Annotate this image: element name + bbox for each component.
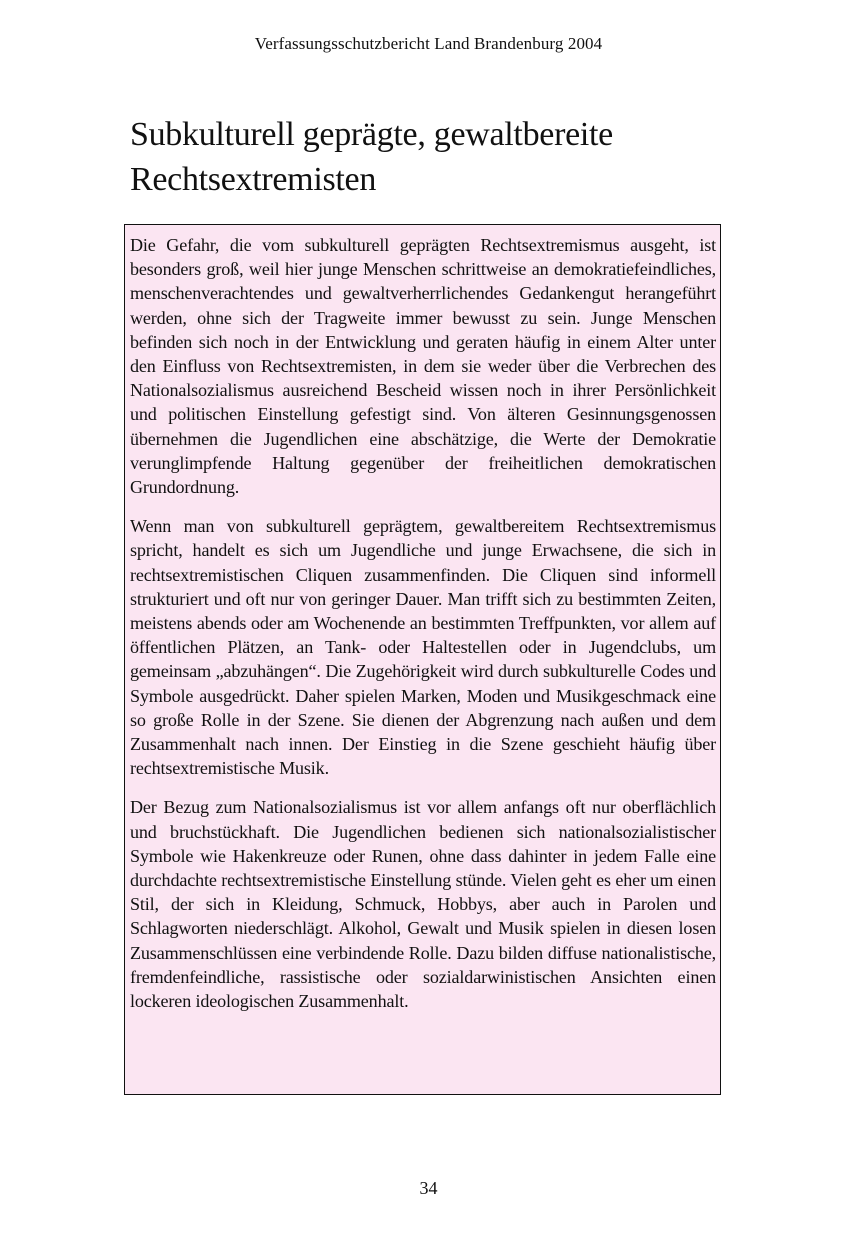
page-title: Subkulturell geprägte, gewaltbereite Rechtsextremisten <box>130 116 613 198</box>
highlight-text-box <box>124 224 721 1095</box>
page-number: 34 <box>419 1178 438 1198</box>
box-paragraph-1: Die Gefahr, die vom subkulturell geprägten Rechtsextremismus ausgeht, ist besonders groß, weil hier junge Menschen schrittweise an demokratiefeindliches, menschenverachtendes und gewaltverherrlichendes Gedankengut herangeführt werden, ohne sich der Tragweite immer bewusst zu sein. Junge Menschen befinden sich noch in der Entwicklung und geraten häufig in einem Alter unter den Einfluss von Rechtsextremisten, in dem sie weder über die Verbrechen des Nationalsozialismus ausreichend Bescheid wissen noch in ihrer Persönlichkeit und politischen Einstellung gefestigt sind. Von älteren Gesinnungsgenossen übernehmen die Jugendlichen eine abschätzige, die Werte der Demokratie verunglimpfende Haltung gegenüber der freiheitlichen demokratischen Grundordnung. <box>130 235 716 498</box>
box-paragraph-3: Der Bezug zum Nationalsozialismus ist vor allem anfangs oft nur oberflächlich und bruchstückhaft. Die Jugendlichen bedienen sich nationalsozialistischer Symbole wie Hakenkreuze oder Runen, ohne dass dahinter in jedem Falle eine durchdachte rechtsextremistische Einstellung stünde. Vielen geht es eher um einen Stil, der sich in Kleidung, Schmuck, Hobbys, aber auch in Parolen und Schlagworten niederschlägt. Alkohol, Gewalt und Musik spielen in diesen losen Zusammenschlüssen eine verbindende Rolle. Dazu bilden diffuse nationalistische, fremdenfeindliche, rassistische oder sozialdarwinistischen Ansichten einen lockeren ideologischen Zusammenhalt. <box>130 797 716 1012</box>
running-header: Verfassungsschutzbericht Land Brandenburg 2004 <box>254 34 603 53</box>
box-paragraph-2: Wenn man von subkulturell geprägtem, gewaltbereitem Rechtsextremismus spricht, handelt es sich um Jugendliche und junge Erwachsene, die sich in rechtsextremistischen Cliquen zusammenfinden. Die Cliquen sind informell strukturiert und oft nur von geringer Dauer. Man trifft sich zu bestimmten Zeiten, meistens abends oder am Wochenende an bestimmten Treffpunkten, vor allem auf öffentlichen Plätzen, an Tank- oder Haltestellen oder in Jugendclubs, um gemeinsam „abzuhängen“. Die Zugehörigkeit wird durch subkulturelle Codes und Symbole ausgedrückt. Daher spielen Marken, Moden und Musikgeschmack eine so große Rolle in der Szene. Sie dienen der Abgrenzung nach außen und dem Zusammenhalt nach innen. Der Einstieg in die Szene geschieht häufig über rechtsextremistische Musik. <box>130 516 716 779</box>
